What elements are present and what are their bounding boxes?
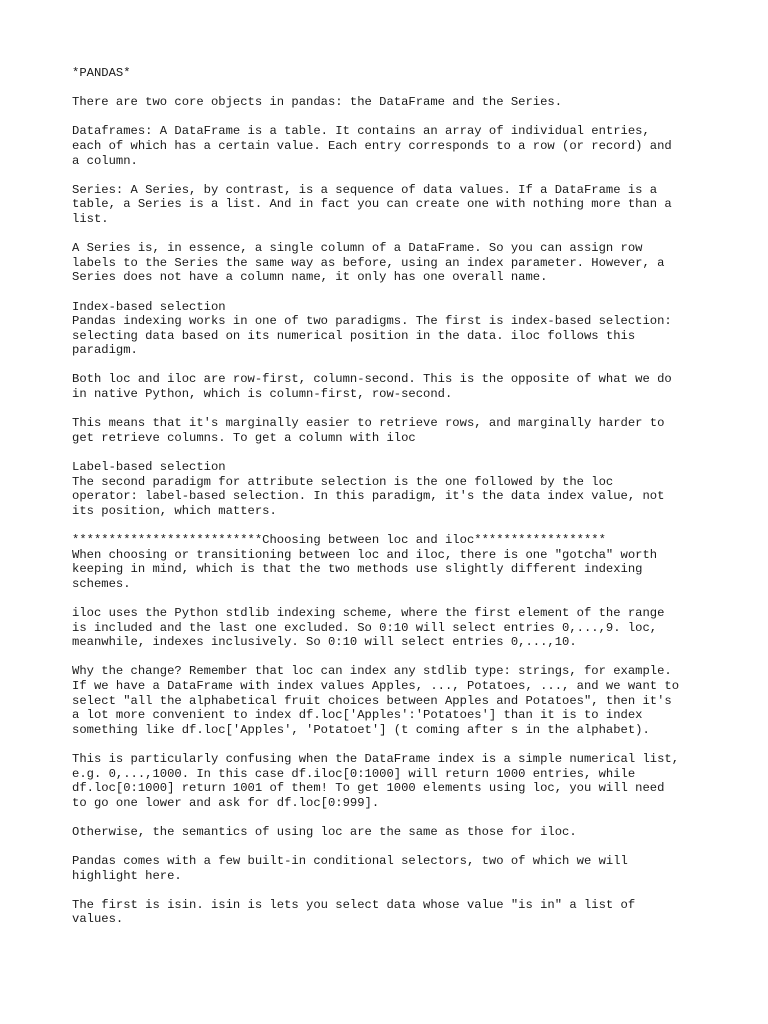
- text-line: df.loc[0:1000] return 1001 of them! To get 1000 elements using loc, you will need: [72, 781, 665, 796]
- text-line: Series: A Series, by contrast, is a sequence of data values. If a DataFrame is a: [72, 182, 658, 197]
- paragraph: [72, 183, 748, 227]
- text-line: **************************Choosing between loc and iloc******************: [72, 533, 606, 547]
- paragraph: [72, 606, 748, 650]
- text-line: a lot more convenient to index df.loc['Apples':'Potatoes'] than it is to index: [72, 708, 643, 723]
- paragraph: [72, 664, 748, 737]
- text-line: is included and the last one excluded. So 0:10 will select entries 0,...,9. loc,: [72, 620, 658, 635]
- paragraph: [72, 124, 748, 168]
- paragraph: [72, 752, 748, 810]
- text-line: This is particularly confusing when the DataFrame index is a simple numerical list,: [72, 751, 680, 766]
- text-line: highlight here.: [72, 868, 182, 883]
- text-line: in native Python, which is column-first, row-second.: [72, 387, 453, 402]
- text-line: get retrieve columns. To get a column with iloc: [72, 430, 416, 445]
- text-line: paradigm.: [72, 343, 138, 358]
- text-line: Why the change? Remember that loc can index any stdlib type: strings, for example.: [72, 664, 672, 679]
- text-line: select "all the alphabetical fruit choices between Apples and Potatoes", then it's: [72, 693, 672, 708]
- text-line: The second paradigm for attribute selection is the one followed by the loc: [72, 474, 614, 489]
- text-line: to go one lower and ask for df.loc[0:999].: [72, 795, 380, 810]
- paragraph: [72, 416, 748, 445]
- text-line: its position, which matters.: [72, 503, 277, 518]
- paragraph: [72, 300, 748, 358]
- text-line: There are two core objects in pandas: the DataFrame and the Series.: [72, 95, 563, 110]
- text-line: Otherwise, the semantics of using loc are the same as those for iloc.: [72, 824, 577, 839]
- paragraph: [72, 372, 748, 401]
- text-line: Pandas comes with a few built-in conditional selectors, two of which we will: [72, 854, 628, 869]
- text-line: iloc uses the Python stdlib indexing scheme, where the first element of the range: [72, 605, 665, 620]
- paragraph: [72, 533, 748, 591]
- paragraph: [72, 460, 748, 518]
- text-line: Label-based selection: [72, 460, 226, 475]
- text-line: Series does not have a column name, it only has one overall name.: [72, 270, 548, 285]
- text-line: Dataframes: A DataFrame is a table. It contains an array of individual entries,: [72, 124, 650, 139]
- text-line: When choosing or transitioning between loc and iloc, there is one "gotcha" worth: [72, 547, 658, 562]
- document-body: [72, 66, 748, 927]
- text-line: values.: [72, 912, 124, 927]
- text-line: e.g. 0,...,1000. In this case df.iloc[0:1000] will return 1000 entries, while: [72, 766, 636, 781]
- paragraph: [72, 825, 748, 840]
- text-line: schemes.: [72, 576, 131, 591]
- text-line: A Series is, in essence, a single column of a DataFrame. So you can assign row: [72, 241, 643, 256]
- text-line: table, a Series is a list. And in fact you can create one with nothing more than a: [72, 197, 672, 212]
- text-line: list.: [72, 211, 109, 226]
- text-line: keeping in mind, which is that the two methods use slightly different indexing: [72, 562, 643, 577]
- paragraph: [72, 66, 748, 81]
- text-line: *PANDAS*: [72, 66, 131, 80]
- text-line: Pandas indexing works in one of two paradigms. The first is index-based selection:: [72, 314, 672, 329]
- text-line: This means that it's marginally easier to retrieve rows, and marginally harder to: [72, 416, 665, 431]
- text-line: If we have a DataFrame with index values Apples, ..., Potatoes, ..., and we want to: [72, 678, 680, 693]
- text-line: each of which has a certain value. Each entry corresponds to a row (or record) and: [72, 138, 672, 153]
- paragraph: [72, 95, 748, 110]
- text-line: meanwhile, indexes inclusively. So 0:10 will select entries 0,...,10.: [72, 635, 577, 650]
- paragraph: [72, 854, 748, 883]
- text-line: selecting data based on its numerical position in the data. iloc follows this: [72, 328, 636, 343]
- text-line: a column.: [72, 153, 138, 168]
- text-line: Index-based selection: [72, 299, 226, 314]
- text-line: labels to the Series the same way as before, using an index parameter. However, a: [72, 255, 665, 270]
- text-line: The first is isin. isin is lets you select data whose value "is in" a list of: [72, 897, 636, 912]
- text-line: operator: label-based selection. In this paradigm, it's the data index value, not: [72, 489, 665, 504]
- text-line: something like df.loc['Apples', 'Potatoet'] (t coming after s in the alphabet).: [72, 722, 650, 737]
- text-line: Both loc and iloc are row-first, column-second. This is the opposite of what we do: [72, 372, 672, 387]
- paragraph: [72, 898, 748, 927]
- paragraph: [72, 241, 748, 285]
